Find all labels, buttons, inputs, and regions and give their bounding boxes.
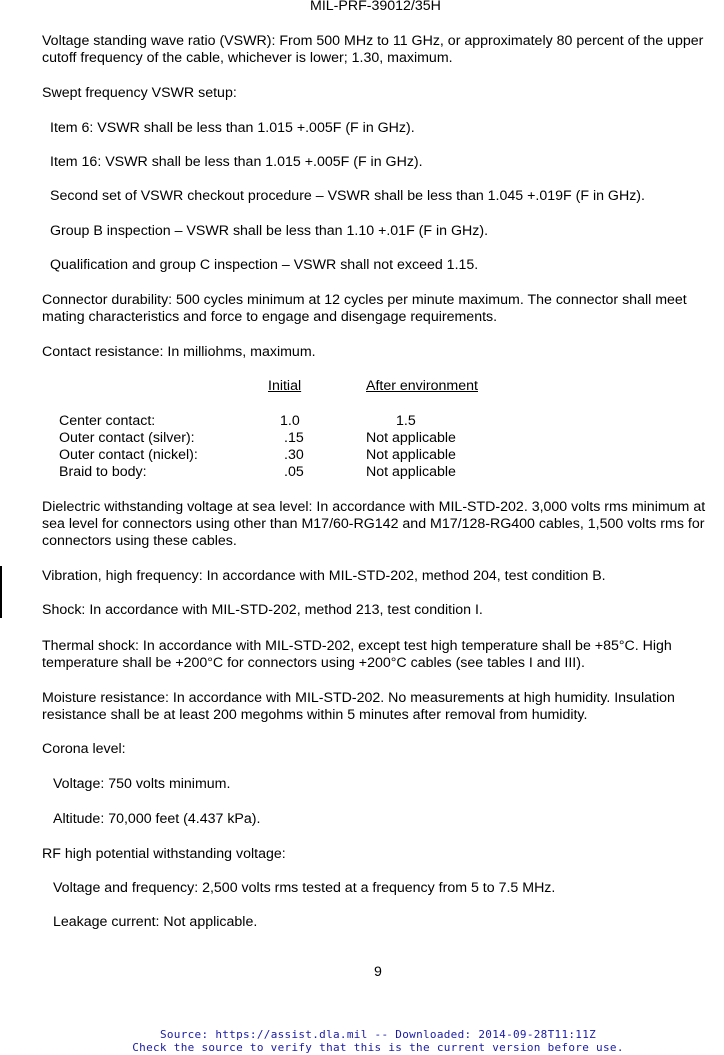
corona-voltage: Voltage: 750 volts minimum.: [53, 776, 231, 792]
table-row-initial: 1.0: [280, 413, 300, 429]
table-row-initial: .15: [284, 430, 304, 446]
table-row-initial: .05: [284, 464, 304, 480]
rf-voltage: Voltage and frequency: 2,500 volts rms tested at a frequency from 5 to 7.5 MHz.: [53, 880, 556, 896]
table-row-label: Outer contact (silver):: [59, 430, 195, 446]
table-row-label: Braid to body:: [59, 464, 147, 480]
table-row-initial: .30: [284, 447, 304, 463]
second-set-requirement: Second set of VSWR checkout procedure – VSWR shall be less than 1.045 +.019F (F in GHz).: [50, 188, 645, 204]
dielectric-paragraph: Dielectric withstanding voltage at sea level: In accordance with MIL-STD-202. 3,000 volts rms minimum at sea level for connectors using other than M17/60-RG142 and M17/128-RG400 cables, 1,500 volts rms for connectors using these cables.: [42, 499, 706, 549]
change-bar: [0, 566, 2, 618]
document-id: MIL-PRF-39012/35H: [310, 0, 441, 14]
thermal-shock-paragraph: Thermal shock: In accordance with MIL-STD-202, except test high temperature shall be +85°C. High temperature shall be +200°C for connectors using +200°C cables (see tables I and III).: [42, 638, 672, 671]
table-header-after-environment: After environment: [366, 378, 478, 394]
qual-c-requirement: Qualification and group C inspection – VSWR shall not exceed 1.15.: [50, 257, 479, 273]
vibration-paragraph: Vibration, high frequency: In accordance with MIL-STD-202, method 204, test condition B.: [42, 568, 606, 584]
rf-heading: RF high potential withstanding voltage:: [42, 846, 286, 862]
contact-resistance-heading: Contact resistance: In milliohms, maximum.: [42, 344, 316, 360]
durability-paragraph: Connector durability: 500 cycles minimum at 12 cycles per minute maximum. The connector shall meet mating characteristics and force to engage and disengage requirements.: [42, 292, 687, 325]
check-source-line: Check the source to verify that this is the current version before use.: [132, 1041, 624, 1054]
table-row-after: Not applicable: [366, 447, 456, 463]
table-row-after: Not applicable: [366, 430, 456, 446]
moisture-paragraph: Moisture resistance: In accordance with MIL-STD-202. No measurements at high humidity. Insulation resistance shall be at least 200 megohms within 5 minutes after removal from humidity.: [42, 690, 675, 723]
item16-requirement: Item 16: VSWR shall be less than 1.015 +.005F (F in GHz).: [50, 154, 423, 170]
table-row-label: Center contact:: [59, 413, 156, 429]
source-line: Source: https://assist.dla.mil -- Downloaded: 2014-09-28T11:11Z: [159, 1028, 597, 1041]
swept-setup-heading: Swept frequency VSWR setup:: [42, 85, 237, 101]
table-header-initial: Initial: [268, 378, 302, 394]
item6-requirement: Item 6: VSWR shall be less than 1.015 +.005F (F in GHz).: [50, 120, 415, 136]
corona-heading: Corona level:: [42, 741, 126, 757]
table-row-after: 1.5: [396, 413, 416, 429]
table-row-after: Not applicable: [366, 464, 456, 480]
vswr-paragraph: Voltage standing wave ratio (VSWR): From 500 MHz to 11 GHz, or approximately 80 percent of the upper cutoff frequency of the cable, whichever is lower; 1.30, maximum.: [42, 33, 704, 66]
table-row-label: Outer contact (nickel):: [59, 447, 198, 463]
rf-leakage: Leakage current: Not applicable.: [53, 914, 258, 930]
shock-paragraph: Shock: In accordance with MIL-STD-202, method 213, test condition I.: [42, 602, 483, 618]
page-number: 9: [374, 964, 382, 980]
corona-altitude: Altitude: 70,000 feet (4.437 kPa).: [53, 811, 261, 827]
group-b-requirement: Group B inspection – VSWR shall be less than 1.10 +.01F (F in GHz).: [50, 223, 489, 239]
